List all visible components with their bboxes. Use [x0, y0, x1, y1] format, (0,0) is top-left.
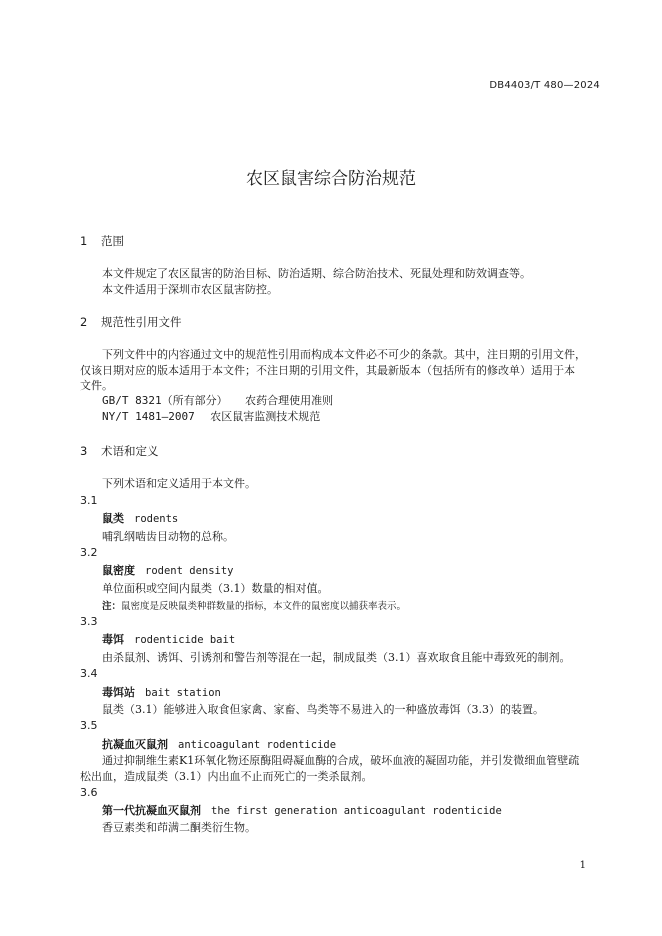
term-heading	[102, 562, 234, 578]
term-heading	[102, 802, 502, 818]
term-definition: 通过抑制维生素K1环氧化物还原酶阻碍凝血酶的合成，破坏血液的凝固功能，并引发微细血管壁疏	[102, 754, 580, 767]
page-title: 农区鼠害综合防治规范	[246, 169, 416, 189]
section-1-heading	[80, 233, 124, 249]
term-heading	[102, 684, 221, 700]
term-number: 3.5	[80, 719, 98, 732]
reference-item	[102, 392, 333, 408]
term-definition: 哺乳纲啮齿目动物的总称。	[102, 530, 234, 543]
note-text: 鼠密度是反映鼠类种群数量的指标，本文件的鼠密度以捕获率表示。	[121, 601, 407, 612]
term-definition: 松出血，造成鼠类（3.1）内出血不止而死亡的一类杀鼠剂。	[80, 770, 373, 783]
paragraph: 下列文件中的内容通过文中的规范性引用而构成本文件必不可少的条款。其中，注日期的引用文件，	[102, 348, 586, 361]
term-note	[102, 598, 406, 612]
term-number: 3.1	[80, 494, 98, 507]
section-number: 3	[80, 444, 88, 458]
paragraph: 本文件适用于深圳市农区鼠害防控。	[102, 283, 278, 296]
term-heading	[102, 631, 235, 647]
term-en: rodenticide bait	[134, 634, 236, 646]
section-number: 1	[80, 234, 88, 248]
paragraph: 本文件规定了农区鼠害的防治目标、防治适期、综合防治技术、死鼠处理和防效调查等。	[102, 267, 531, 280]
term-number: 3.2	[80, 546, 98, 559]
paragraph: 仅该日期对应的版本适用于本文件；不注日期的引用文件，其最新版本（包括所有的修改单）适用于本	[80, 364, 575, 377]
term-zh: 毒饵	[102, 633, 124, 646]
term-zh: 第一代抗凝血灭鼠剂	[102, 804, 201, 817]
term-en: rodents	[134, 513, 179, 525]
term-number: 3.3	[80, 615, 98, 628]
section-title: 术语和定义	[100, 444, 159, 458]
term-zh: 抗凝血灭鼠剂	[102, 738, 168, 751]
term-heading	[102, 736, 336, 752]
term-en: rodent density	[145, 565, 234, 577]
document-code: DB4403/T 480—2024	[489, 80, 600, 91]
paragraph: 下列术语和定义适用于本文件。	[102, 477, 256, 490]
page-number: 1	[579, 860, 586, 871]
section-title: 规范性引用文件	[100, 315, 182, 329]
term-definition: 由杀鼠剂、诱饵、引诱剂和警告剂等混在一起，制成鼠类（3.1）喜欢取食且能中毒致死的制剂。	[102, 651, 571, 664]
section-2-heading	[80, 314, 181, 330]
term-zh: 毒饵站	[102, 686, 135, 699]
section-3-heading	[80, 443, 158, 459]
term-en: the first generation anticoagulant rodenticide	[211, 805, 502, 817]
term-zh: 鼠密度	[102, 564, 135, 577]
reference-title: 农区鼠害监测技术规范	[210, 410, 321, 423]
note-label: 注：	[102, 601, 122, 612]
section-number: 2	[80, 315, 88, 329]
term-definition: 香豆素类和茚满二酮类衍生物。	[102, 821, 256, 834]
reference-code: NY/T 1481—2007	[102, 410, 195, 423]
reference-item	[102, 408, 320, 424]
reference-title: 农药合理使用准则	[245, 394, 334, 407]
term-en: bait station	[145, 687, 221, 699]
term-heading	[102, 510, 178, 526]
term-definition: 单位面积或空间内鼠类（3.1）数量的相对值。	[102, 582, 329, 595]
reference-code: GB/T 8321（所有部分）	[102, 394, 228, 407]
term-definition: 鼠类（3.1）能够进入取食但家禽、家畜、鸟类等不易进入的一种盛放毒饵（3.3）的装置。	[102, 703, 544, 716]
term-zh: 鼠类	[102, 512, 124, 525]
paragraph: 文件。	[80, 379, 113, 392]
section-title: 范围	[100, 234, 124, 248]
term-number: 3.4	[80, 667, 98, 680]
term-en: anticoagulant rodenticide	[178, 739, 337, 751]
term-number: 3.6	[80, 786, 98, 799]
